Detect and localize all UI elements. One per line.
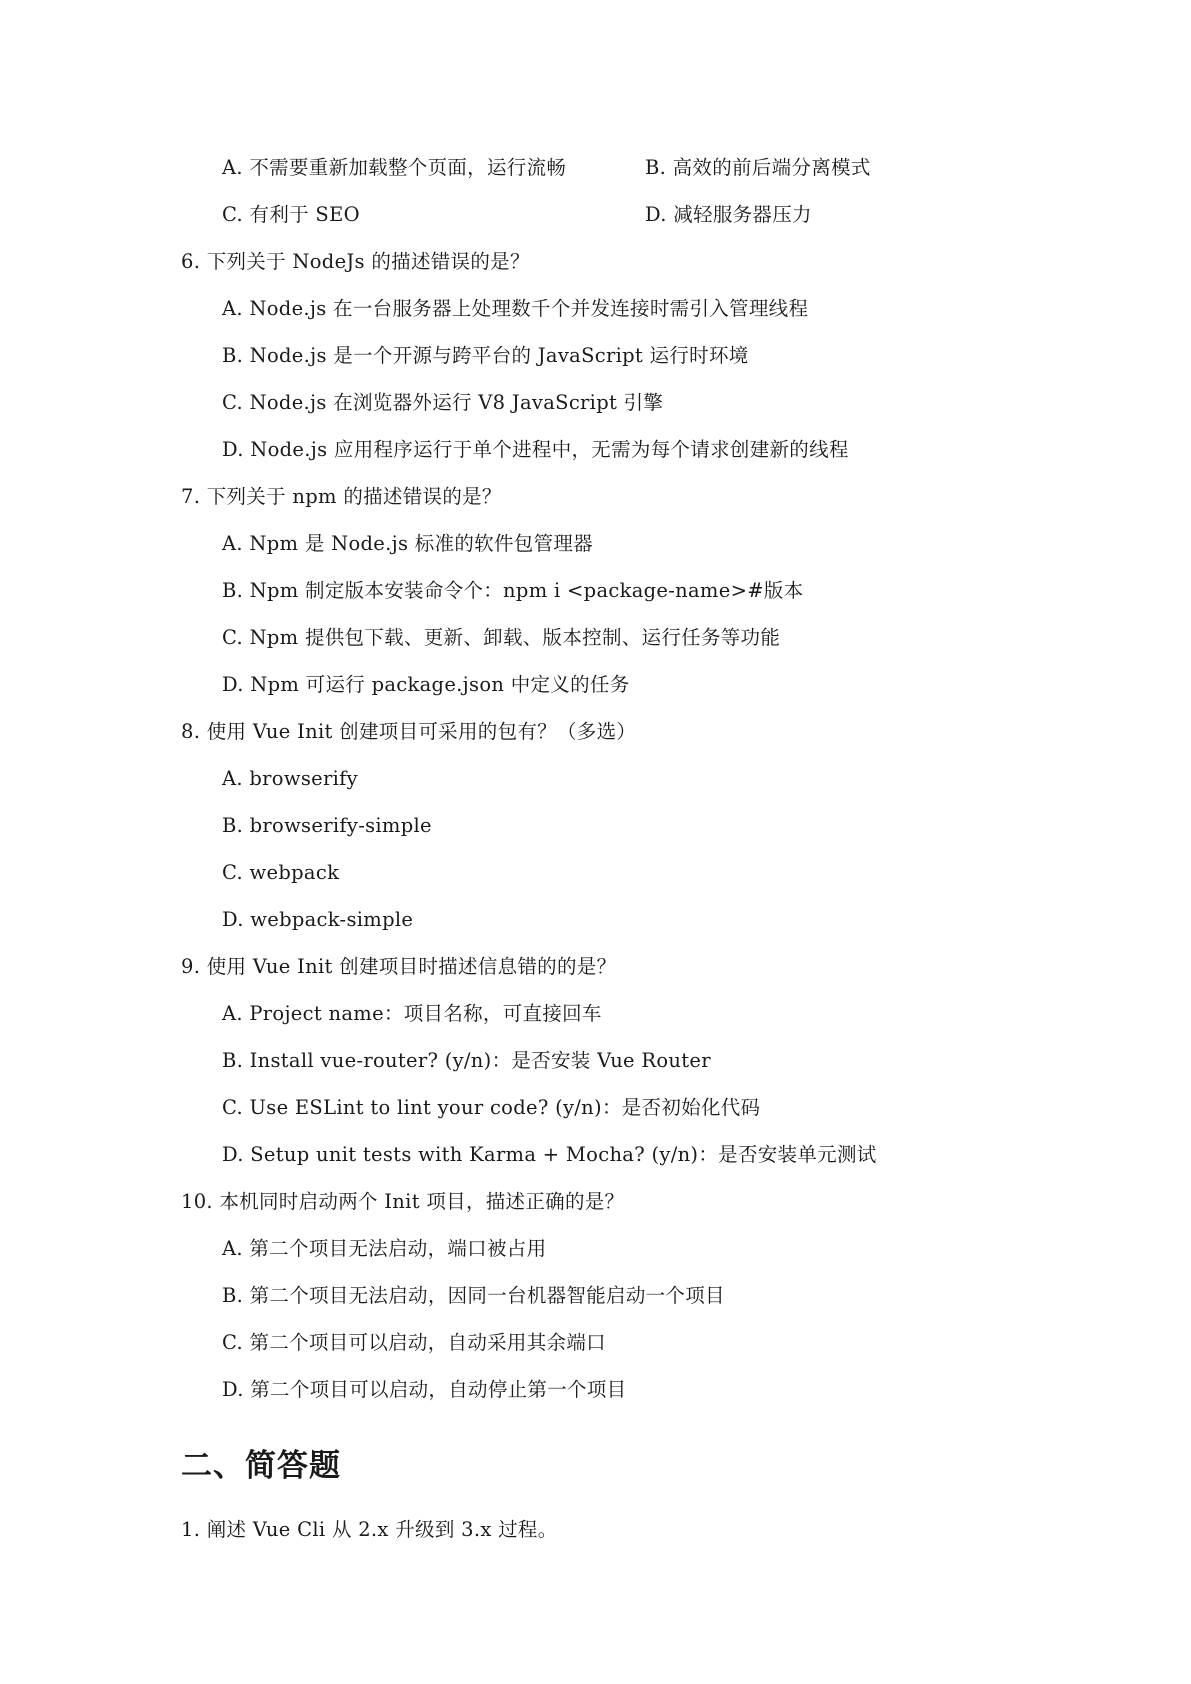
q9-option-b: B. Install vue-router? (y/n)：是否安装 Vue Router — [222, 1049, 711, 1072]
q8-option-c: C. webpack — [222, 861, 340, 884]
q10-option-c: C. 第二个项目可以启动，自动采用其余端口 — [222, 1331, 606, 1354]
q8-option-b: B. browserify-simple — [222, 814, 432, 837]
q6-option-a: A. Node.js 在一台服务器上处理数千个并发连接时需引入管理线程 — [222, 297, 809, 320]
section-heading: 二、简答题 — [181, 1448, 341, 1484]
q8-option-a: A. browserify — [222, 767, 358, 790]
q6-option-d: D. Node.js 应用程序运行于单个进程中，无需为每个请求创建新的线程 — [222, 438, 849, 461]
q5-option-a: A. 不需要重新加载整个页面，运行流畅 — [222, 156, 567, 179]
q10-option-a: A. 第二个项目无法启动，端口被占用 — [222, 1237, 547, 1260]
question-7: 7. 下列关于 npm 的描述错误的是？ — [181, 485, 502, 508]
q7-option-d: D. Npm 可运行 package.json 中定义的任务 — [222, 673, 630, 696]
q10-option-b: B. 第二个项目无法启动，因同一台机器智能启动一个项目 — [222, 1284, 725, 1307]
q7-option-c: C. Npm 提供包下载、更新、卸载、版本控制、运行任务等功能 — [222, 626, 781, 649]
q5-option-b: B. 高效的前后端分离模式 — [645, 156, 871, 179]
q10-option-d: D. 第二个项目可以启动，自动停止第一个项目 — [222, 1378, 627, 1401]
question-10: 10. 本机同时启动两个 Init 项目，描述正确的是？ — [181, 1190, 625, 1213]
q8-option-d: D. webpack-simple — [222, 908, 414, 931]
question-9: 9. 使用 Vue Init 创建项目时描述信息错的的是？ — [181, 955, 617, 978]
q9-option-d: D. Setup unit tests with Karma + Mocha? (y/n)：是否安装单元测试 — [222, 1143, 877, 1166]
q5-option-c: C. 有利于 SEO — [222, 203, 360, 226]
short-answer-question-1: 1. 阐述 Vue Cli 从 2.x 升级到 3.x 过程。 — [181, 1518, 558, 1541]
q7-option-a: A. Npm 是 Node.js 标准的软件包管理器 — [222, 532, 593, 555]
q6-option-c: C. Node.js 在浏览器外运行 V8 JavaScript 引擎 — [222, 391, 664, 414]
q7-option-b: B. Npm 制定版本安装命令个：npm i <package-name>#版本 — [222, 579, 804, 602]
question-6: 6. 下列关于 NodeJs 的描述错误的是？ — [181, 250, 530, 273]
q6-option-b: B. Node.js 是一个开源与跨平台的 JavaScript 运行时环境 — [222, 344, 749, 367]
question-8: 8. 使用 Vue Init 创建项目可采用的包有？（多选） — [181, 720, 637, 743]
q5-option-d: D. 减轻服务器压力 — [645, 203, 812, 226]
q9-option-a: A. Project name：项目名称，可直接回车 — [222, 1002, 602, 1025]
q9-option-c: C. Use ESLint to lint your code? (y/n)：是否初始化代码 — [222, 1096, 761, 1119]
